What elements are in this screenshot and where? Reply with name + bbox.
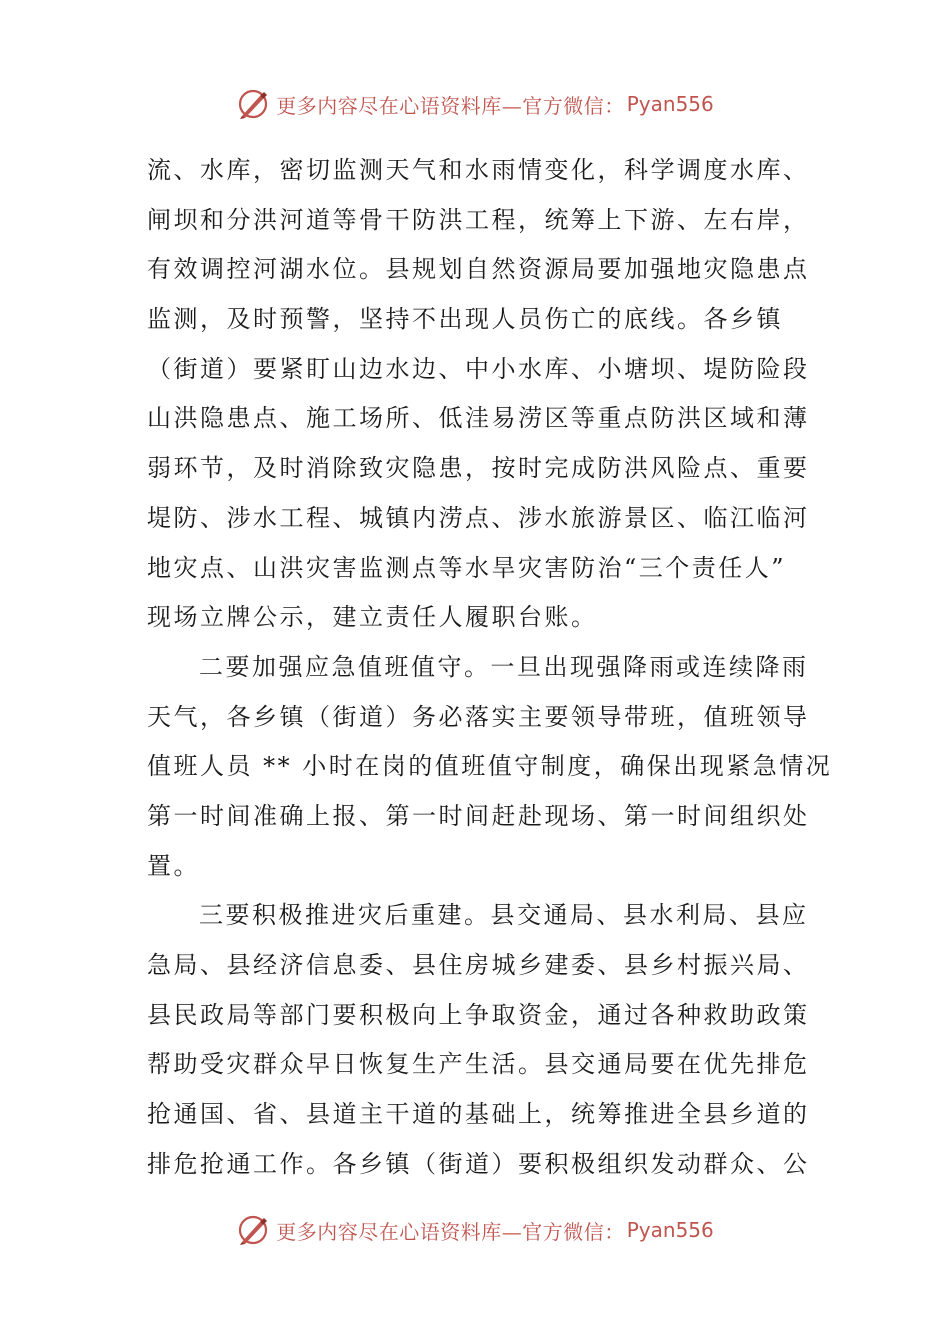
body-line: 流、水库，密切监测天气和水雨情变化，科学调度水库、 — [147, 156, 810, 184]
watermark-text: 更多内容尽在心语资料库—官方微信： — [276, 93, 625, 118]
body-line: 天气，各乡镇（街道）务必落实主要领导带班，值班领导 — [147, 702, 810, 731]
body-line: 堤防、涉水工程、城镇内涝点、涉水旅游景区、临江临河 — [147, 503, 810, 532]
body-line: 弱环节，及时消除致灾隐患，按时完成防洪风险点、重要 — [147, 454, 810, 483]
document-body — [147, 146, 833, 1189]
body-line: 帮助受灾群众早日恢复生产生活。县交通局要在优先排危 — [147, 1050, 810, 1079]
watermark-wechat-id: Pyan556 — [626, 1218, 714, 1242]
body-line: 现场立牌公示，建立责任人履职台账。 — [147, 603, 598, 632]
watermark-wechat-id: Pyan556 — [626, 92, 714, 116]
body-line: 二要加强应急值班值守。一旦出现强降雨或连续降雨 — [199, 652, 809, 681]
body-line: （街道）要紧盯山边水边、中小水库、小塘坝、堤防险段 — [147, 354, 810, 383]
body-line: 排危抢通工作。各乡镇（街道）要积极组织发动群众、公 — [147, 1149, 810, 1178]
body-line: 县民政局等部门要积极向上争取资金，通过各种救助政策 — [147, 1000, 810, 1029]
body-line: 第一时间准确上报、第一时间赶赴现场、第一时间组织处 — [147, 801, 810, 830]
body-line: 闸坝和分洪河道等骨干防洪工程，统筹上下游、左右岸， — [147, 205, 810, 234]
watermark-text: 更多内容尽在心语资料库—官方微信： — [276, 1219, 625, 1244]
body-line: 三要积极推进灾后重建。县交通局、县水利局、县应 — [199, 901, 809, 930]
body-line: 置。 — [147, 851, 200, 880]
body-line: 监测，及时预警，坚持不出现人员伤亡的底线。各乡镇 — [147, 305, 783, 334]
body-line: 有效调控河湖水位。县规划自然资源局要加强地灾隐患点 — [147, 255, 810, 284]
body-line: 急局、县经济信息委、县住房城乡建委、县乡村振兴局、 — [147, 951, 810, 979]
footer-watermark — [0, 1210, 950, 1250]
body-line: 值班人员 ** 小时在岗的值班值守制度，确保出现紧急情况 — [147, 752, 833, 781]
header-watermark — [0, 84, 950, 124]
pen-circle-logo-icon — [236, 1213, 270, 1247]
body-line: 抢通国、省、县道主干道的基础上，统筹推进全县乡道的 — [147, 1100, 810, 1129]
pen-circle-logo-icon — [236, 87, 270, 121]
body-line: 山洪隐患点、施工场所、低洼易涝区等重点防洪区域和薄 — [147, 404, 810, 433]
body-line: 地灾点、山洪灾害监测点等水旱灾害防治“三个责任人” — [147, 553, 787, 582]
